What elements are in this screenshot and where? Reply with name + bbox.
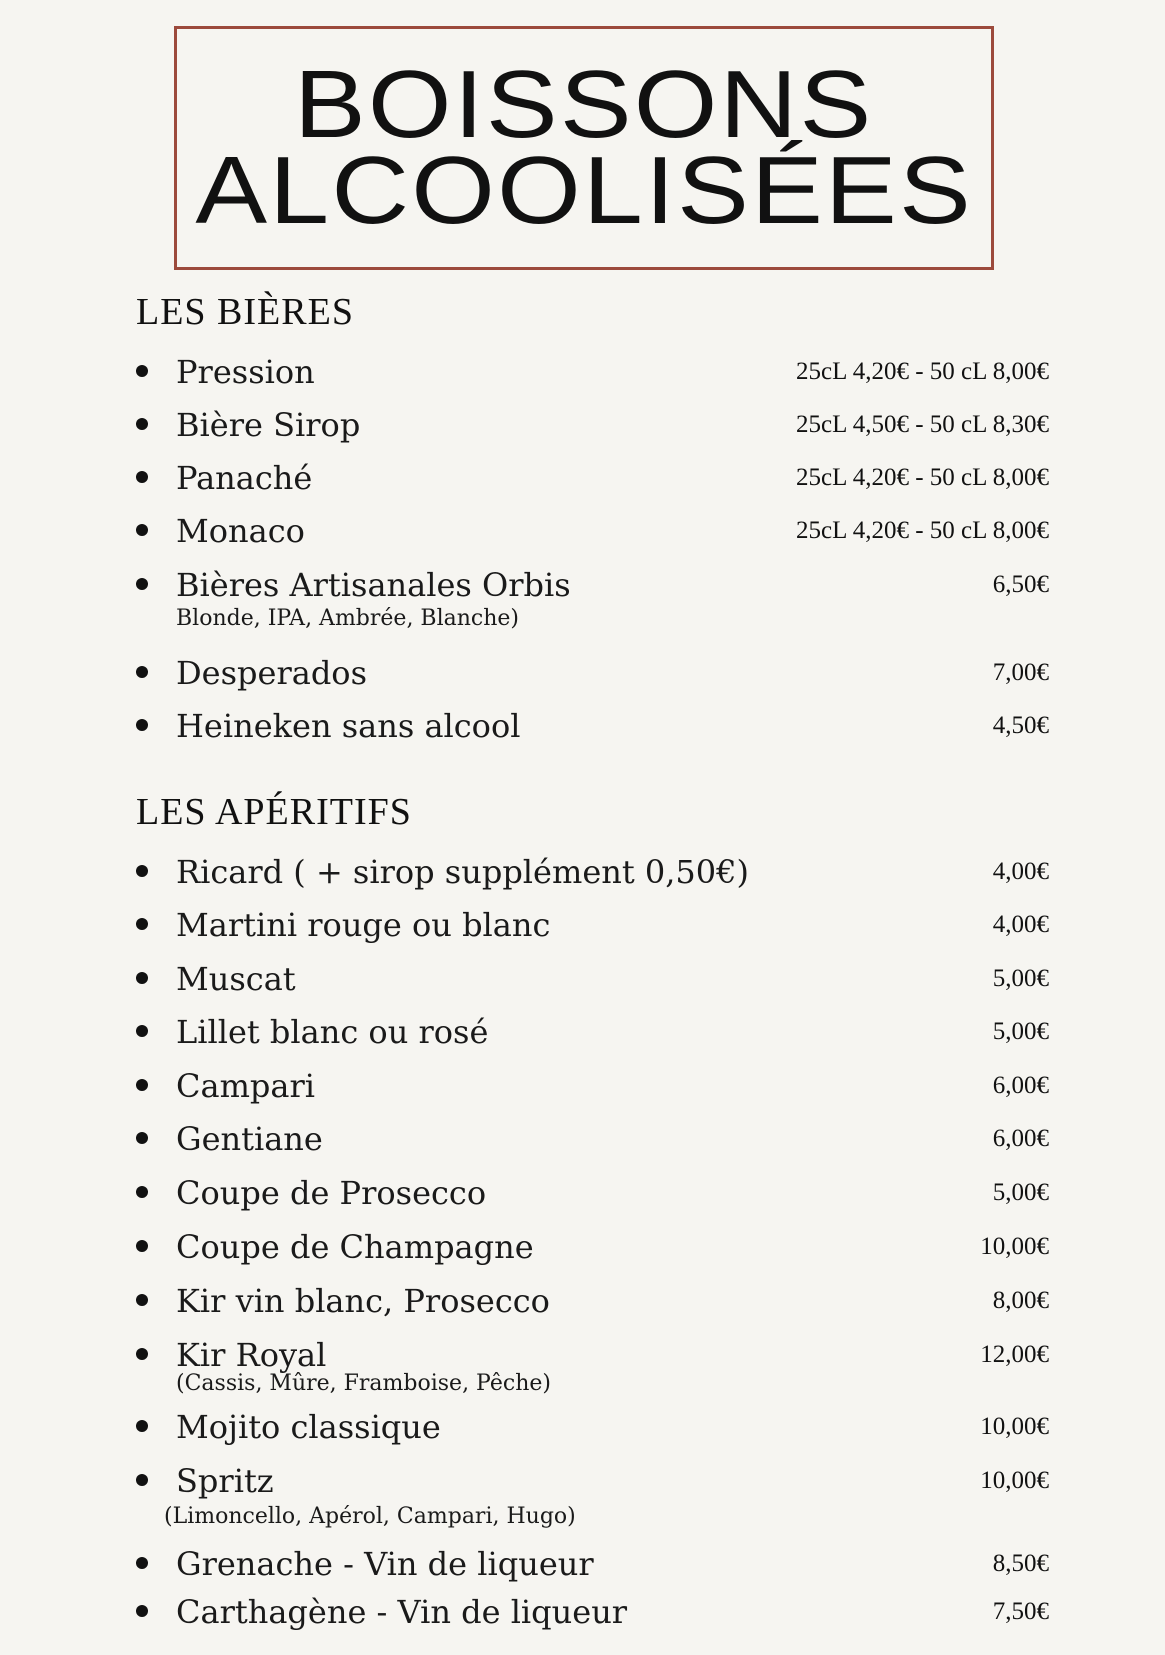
bullet-icon: [136, 972, 148, 984]
item-price: 25cL 4,20€ - 50 cL 8,00€: [796, 464, 1049, 491]
item-price: 7,50€: [992, 1598, 1049, 1625]
item-price: 12,00€: [980, 1341, 1049, 1368]
item-note: (Cassis, Mûre, Framboise, Pêche): [176, 1371, 551, 1396]
bullet-icon: [136, 1025, 148, 1037]
bullet-icon: [136, 471, 148, 483]
item-name: Heineken sans alcool: [176, 707, 521, 745]
bullet-icon: [136, 666, 148, 678]
item-price: 4,50€: [992, 712, 1049, 739]
item-name: Panaché: [176, 459, 313, 497]
item-name: Muscat: [176, 960, 296, 998]
bullet-icon: [136, 1348, 148, 1360]
item-name: Kir Royal: [176, 1336, 327, 1374]
bullet-icon: [136, 365, 148, 377]
item-name: Lillet blanc ou rosé: [176, 1013, 489, 1051]
item-price: 10,00€: [980, 1467, 1049, 1494]
bullet-icon: [136, 1132, 148, 1144]
bullet-icon: [136, 578, 148, 590]
item-name: Bière Sirop: [176, 406, 361, 444]
item-price: 8,00€: [992, 1287, 1049, 1314]
item-price: 5,00€: [992, 1018, 1049, 1045]
bullet-icon: [136, 1294, 148, 1306]
item-name: Coupe de Prosecco: [176, 1174, 487, 1212]
item-price: 10,00€: [980, 1233, 1049, 1260]
item-name: Campari: [176, 1067, 315, 1105]
item-name: Martini rouge ou blanc: [176, 906, 551, 944]
section-title-aperitifs: LES APÉRITIFS: [136, 791, 412, 833]
item-note: Blonde, IPA, Ambrée, Blanche): [176, 606, 520, 631]
bullet-icon: [136, 865, 148, 877]
item-price: 25cL 4,50€ - 50 cL 8,30€: [796, 411, 1049, 438]
item-price: 5,00€: [992, 1179, 1049, 1206]
bullet-icon: [136, 1474, 148, 1486]
bullet-icon: [136, 1557, 148, 1569]
item-name: Ricard ( + sirop supplément 0,50€): [176, 853, 749, 891]
item-name: Kir vin blanc, Prosecco: [176, 1282, 550, 1320]
item-price: 6,00€: [992, 1125, 1049, 1152]
item-price: 4,00€: [992, 911, 1049, 938]
item-name: Pression: [176, 353, 315, 391]
item-note: (Limoncello, Apérol, Campari, Hugo): [164, 1504, 576, 1529]
section-title-bieres: LES BIÈRES: [136, 291, 354, 333]
title-line-2: ALCOOLISÉES: [195, 137, 973, 244]
item-name: Desperados: [176, 654, 367, 692]
bullet-icon: [136, 719, 148, 731]
bullet-icon: [136, 524, 148, 536]
item-name: Bières Artisanales Orbis: [176, 566, 571, 604]
item-price: 5,00€: [992, 965, 1049, 992]
title-line-1: BOISSONS: [294, 51, 874, 158]
bullet-icon: [136, 1420, 148, 1432]
item-price: 7,00€: [992, 659, 1049, 686]
item-price: 25cL 4,20€ - 50 cL 8,00€: [796, 517, 1049, 544]
item-name: Coupe de Champagne: [176, 1228, 534, 1266]
item-name: Monaco: [176, 512, 305, 550]
bullet-icon: [136, 918, 148, 930]
title-box: [174, 26, 994, 270]
bullet-icon: [136, 1186, 148, 1198]
item-price: 10,00€: [980, 1413, 1049, 1440]
item-price: 8,50€: [992, 1550, 1049, 1577]
item-name: Spritz: [176, 1462, 274, 1500]
item-name: Carthagène - Vin de liqueur: [176, 1593, 628, 1631]
bullet-icon: [136, 1240, 148, 1252]
item-name: Grenache - Vin de liqueur: [176, 1545, 594, 1583]
bullet-icon: [136, 1079, 148, 1091]
item-price: 4,00€: [992, 858, 1049, 885]
item-price: 25cL 4,20€ - 50 cL 8,00€: [796, 358, 1049, 385]
item-name: Gentiane: [176, 1120, 323, 1158]
bullet-icon: [136, 1605, 148, 1617]
item-name: Mojito classique: [176, 1408, 441, 1446]
bullet-icon: [136, 418, 148, 430]
item-price: 6,50€: [992, 571, 1049, 598]
item-price: 6,00€: [992, 1072, 1049, 1099]
